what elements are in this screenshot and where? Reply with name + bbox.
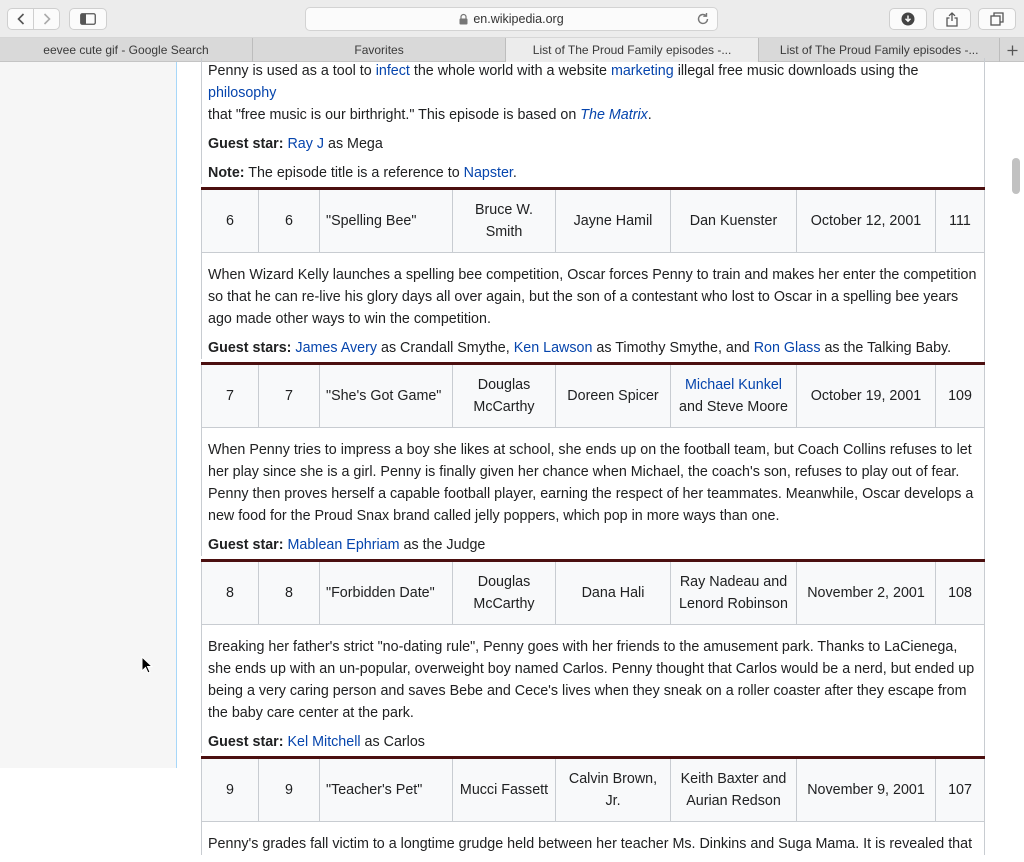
prod-code: 111 <box>935 190 985 252</box>
overall-number: 8 <box>201 562 258 624</box>
nav-buttons <box>7 8 60 30</box>
prod-code: 109 <box>935 365 985 427</box>
table-row <box>201 362 985 428</box>
episode-summary <box>201 428 985 556</box>
written-by: Dana Hali <box>555 562 670 624</box>
summary-text: Penny is used as a tool to infect the whole world with a website marketing illegal free music downloads using the philosophy that "free music is our birthright." This episode is based on The Matrix. <box>208 63 919 123</box>
written-by: Calvin Brown, Jr. <box>555 759 670 821</box>
address-bar[interactable] <box>305 7 718 31</box>
overall-number: 9 <box>201 759 258 821</box>
guest-star-line: Guest star: Ray J as Mega <box>208 136 383 152</box>
prod-code: 108 <box>935 562 985 624</box>
episode-summary <box>201 253 985 359</box>
link-the-matrix[interactable]: The Matrix <box>580 107 648 123</box>
episode-title: "She's Got Game" <box>319 365 452 427</box>
sidebar-toggle-button[interactable] <box>69 8 107 30</box>
forward-button[interactable] <box>33 9 59 29</box>
prod-code: 107 <box>935 759 985 821</box>
air-date: October 19, 2001 <box>796 365 935 427</box>
link-marketing[interactable]: marketing <box>610 63 674 79</box>
web-page <box>0 62 1024 852</box>
table-row <box>201 756 985 822</box>
summary-text: When Wizard Kelly launches a spelling bee competition, Oscar forces Penny to train and makes her enter the competition so that he can re-live his glory days all over again, but the son of a contestant who lost to Oscar in a spelling bee years ago made other ways to win the competition. <box>208 267 977 327</box>
storyboard-by: Dan Kuenster <box>670 190 796 252</box>
storyboard-by: Keith Baxter and Aurian Redson <box>670 759 796 821</box>
season-number: 6 <box>258 190 319 252</box>
tab-proud-family-active[interactable]: List of The Proud Family episodes -... <box>506 38 759 62</box>
directed-by: Bruce W. Smith <box>452 190 555 252</box>
episode-summary <box>201 58 985 184</box>
share-button[interactable] <box>933 8 971 30</box>
episode-summary <box>201 822 985 855</box>
episode-title: "Teacher's Pet" <box>319 759 452 821</box>
summary-text: When Penny tries to impress a boy she likes at school, she ends up on the football team, but Coach Collins refuses to let her play since she is a girl. Penny is finally given her chance when Michael, the coach's son, refuses to play out of fear. Penny then proves herself a capable football player, earning the respect of her teammates. Meanwhile, Oscar develops a new food for the Proud Snax brand called jelly poppers, which pop in more ways than one. <box>208 442 974 524</box>
episode-summary <box>201 625 985 753</box>
chevron-left-icon <box>17 13 25 25</box>
overall-number: 7 <box>201 365 258 427</box>
written-by: Jayne Hamil <box>555 190 670 252</box>
share-icon <box>946 12 958 27</box>
scrollbar-thumb[interactable] <box>1012 158 1020 194</box>
table-row <box>201 559 985 625</box>
guest-star-line: Guest star: Mablean Ephriam as the Judge <box>208 537 486 553</box>
storyboard-by: Ray Nadeau and Lenord Robinson <box>670 562 796 624</box>
summary-text: Breaking her father's strict "no-dating rule", Penny goes with her friends to the amusement park. Thanks to LaCienega, she ends up with an un-popular, overweight boy named Carlos. Penny thought that Carlos would be a nerd, but ended up being a very caring person and saves Bebe and Cece's lives when they sneak on a roller coaster after they escape from the baby care center at the park. <box>208 639 975 721</box>
link-philosophy[interactable]: philosophy <box>208 85 277 101</box>
air-date: October 12, 2001 <box>796 190 935 252</box>
table-row <box>201 187 985 253</box>
chevron-right-icon <box>43 13 51 25</box>
directed-by: Douglas McCarthy <box>452 365 555 427</box>
downloads-button[interactable] <box>889 8 927 30</box>
plus-icon <box>1007 45 1018 56</box>
note-line: Note: The episode title is a reference to Napster. <box>208 165 517 181</box>
storyboard-by: Michael Kunkel and Steve Moore <box>670 365 796 427</box>
tab-proud-family[interactable]: List of The Proud Family episodes -... <box>759 38 1000 62</box>
back-button[interactable] <box>8 9 33 29</box>
mouse-cursor-icon <box>141 656 153 674</box>
overall-number: 6 <box>201 190 258 252</box>
link-ken-lawson[interactable]: Ken Lawson <box>513 340 593 356</box>
episode-table <box>201 58 985 862</box>
tabs-icon <box>990 12 1004 26</box>
link-ron-glass[interactable]: Ron Glass <box>753 340 821 356</box>
directed-by: Mucci Fassett <box>452 759 555 821</box>
summary-text: Penny's grades fall victim to a longtime grudge held between her teacher Ms. Dinkins and Suga Mama. It is revealed that <box>208 836 973 852</box>
tab-overview-button[interactable] <box>978 8 1016 30</box>
link-kel-mitchell[interactable]: Kel Mitchell <box>287 734 361 750</box>
link-michael-kunkel[interactable]: Michael Kunkel <box>685 377 782 393</box>
link-mablean-ephriam[interactable]: Mablean Ephriam <box>287 537 400 553</box>
guest-stars-line: Guest stars: James Avery as Crandall Smythe, Ken Lawson as Timothy Smythe, and Ron Glass as the Talking Baby. <box>208 340 952 356</box>
tab-google-search[interactable]: eevee cute gif - Google Search <box>0 38 253 62</box>
sidebar-icon <box>80 13 96 25</box>
link-napster[interactable]: Napster <box>463 165 513 181</box>
episode-title: "Spelling Bee" <box>319 190 452 252</box>
browser-toolbar <box>0 0 1024 38</box>
season-number: 8 <box>258 562 319 624</box>
season-number: 9 <box>258 759 319 821</box>
guest-star-line: Guest star: Kel Mitchell as Carlos <box>208 734 425 750</box>
air-date: November 9, 2001 <box>796 759 935 821</box>
episode-title: "Forbidden Date" <box>319 562 452 624</box>
directed-by: Douglas McCarthy <box>452 562 555 624</box>
link-ray-j[interactable]: Ray J <box>287 136 325 152</box>
tab-favorites[interactable]: Favorites <box>253 38 506 62</box>
air-date: November 2, 2001 <box>796 562 935 624</box>
link-infect[interactable]: infect <box>375 63 410 79</box>
season-number: 7 <box>258 365 319 427</box>
written-by: Doreen Spicer <box>555 365 670 427</box>
lock-icon <box>459 14 468 25</box>
reload-icon[interactable] <box>695 11 711 27</box>
new-tab-button[interactable] <box>1000 38 1024 62</box>
url-text: en.wikipedia.org <box>473 12 564 26</box>
link-james-avery[interactable]: James Avery <box>295 340 378 356</box>
download-icon <box>901 12 915 26</box>
